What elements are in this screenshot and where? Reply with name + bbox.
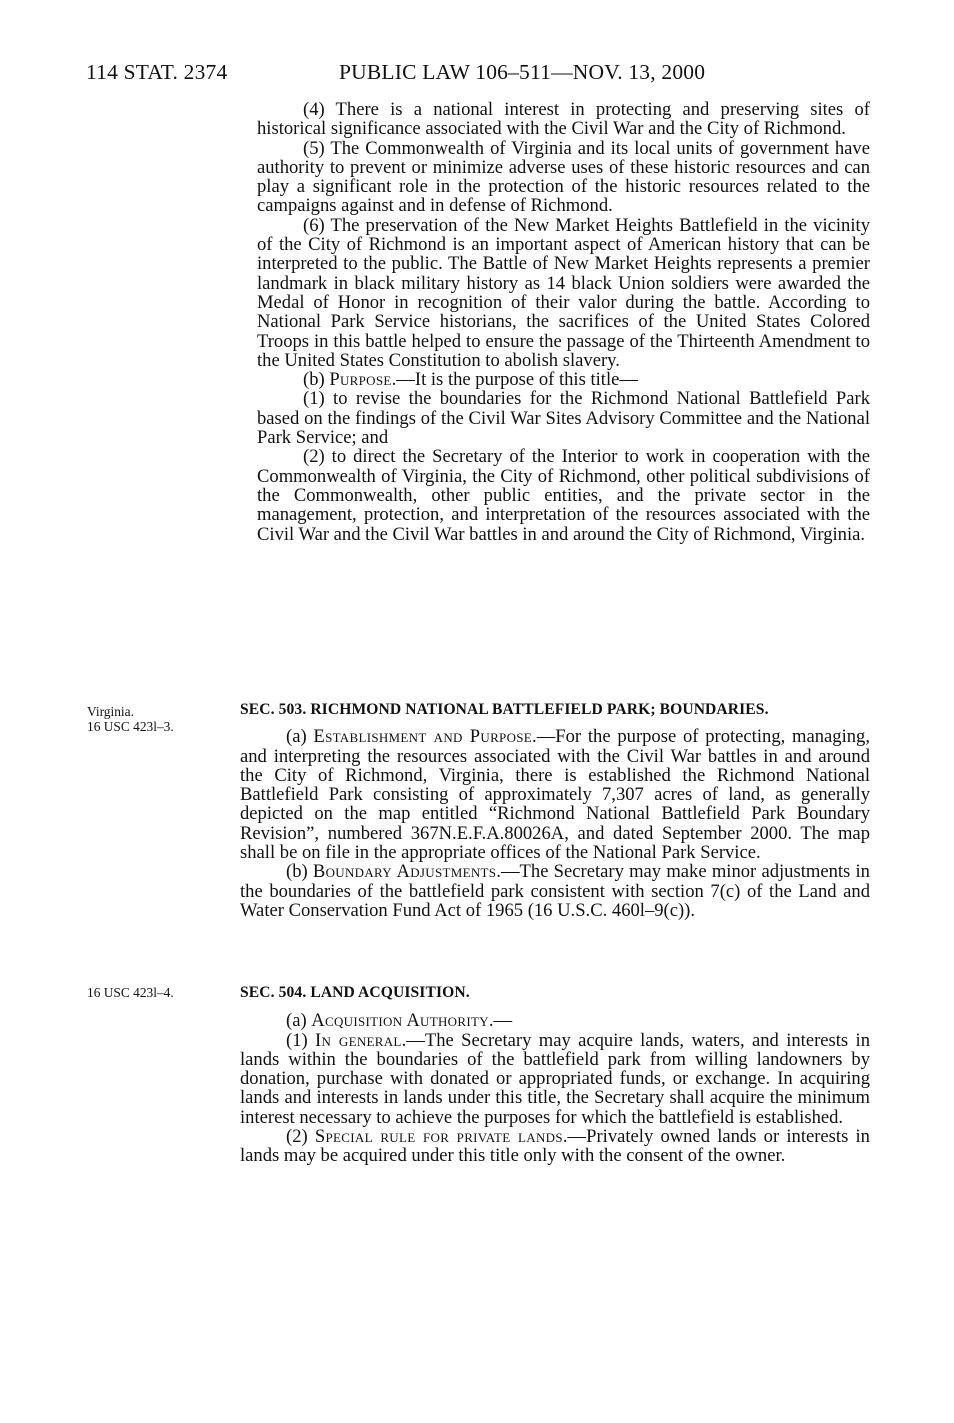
finding-paragraph-6: (6) The preservation of the New Market Heights Battlefield in the vicinity of the City of Richmond is an important aspect of American history that can be interpreted to the public. The Battle of New Market Heights represents a premier landmark in black military history as 14 black Union soldiers were awarded the Medal of Honor in recognition of their valor during the battle. According to National Park Service historians, the sacrifices of the United States Colored Troops in this battle helped to ensure the passage of the Thirteenth Amendment to the United States Constitution to abolish slavery. bbox=[257, 214, 870, 371]
section-503 bbox=[240, 700, 870, 920]
section-504 bbox=[240, 983, 870, 1166]
section-heading: SEC. 504. LAND ACQUISITION. bbox=[240, 984, 470, 1001]
establishment-subsection: (a) Establishment and Purpose.—For the purpose of protecting, managing, and interpreting the resources associated with the Civil War battles in and around the City of Richmond, Virginia, there is established the Richmond National Battlefield Park consisting of approximately 7,307 acres of land, as generally depicted on the map entitled “Richmond National Battlefield Park Boundary Revision”, numbered 367N.E.F.A.80026A, and dated September 2000. The map shall be on file in the appropriate offices of the National Park Service. bbox=[240, 726, 870, 864]
statute-page-number: 114 STAT. 2374 bbox=[86, 60, 228, 84]
findings-block bbox=[257, 100, 870, 544]
finding-paragraph-4: (4) There is a national interest in protecting and preserving sites of historical significance associated with the Civil War and the City of Richmond. bbox=[257, 99, 870, 140]
purpose-paragraph-2: (2) to direct the Secretary of the Interior to work in cooperation with the Commonwealth of Virginia, the City of Richmond, other political subdivisions of the Commonwealth, other public entities, and the private sector in the management, protection, and interpretation of the resources associated with the Civil War and the Civil War battles in and around the City of Richmond, Virginia. bbox=[257, 446, 870, 545]
public-law-citation: PUBLIC LAW 106–511—NOV. 13, 2000 bbox=[339, 60, 706, 84]
margin-note-state: Virginia. bbox=[87, 704, 134, 719]
finding-paragraph-5: (5) The Commonwealth of Virginia and its local units of government have authority to prevent or minimize adverse uses of these historic resources and can play a significant role in the protection of the historic resources related to the campaigns against and in defense of Richmond. bbox=[257, 137, 870, 217]
purpose-subsection: (b) Purpose.—It is the purpose of this title— bbox=[303, 369, 638, 391]
paragraph-heading: Special rule for private lands bbox=[314, 1126, 563, 1148]
margin-note-usc-citation: 16 USC 423l–4. bbox=[87, 985, 174, 1000]
subsection-heading: Boundary Adjustments bbox=[312, 861, 497, 883]
margin-note-sec503 bbox=[87, 704, 174, 734]
subsection-heading: Acquisition Authority bbox=[311, 1010, 489, 1032]
purpose-paragraph-1: (1) to revise the boundaries for the Richmond National Battlefield Park based on the findings of the Civil War Sites Advisory Committee and the National Park Service; and bbox=[257, 388, 870, 449]
subsection-heading: Establishment and Purpose bbox=[313, 726, 533, 748]
special-rule-paragraph: (2) Special rule for private lands.—Privately owned lands or interests in lands may be acquired under this title only with the consent of the owner. bbox=[240, 1126, 870, 1167]
acquisition-authority-subsection: (a) Acquisition Authority.— bbox=[286, 1010, 513, 1032]
in-general-paragraph: (1) In general.—The Secretary may acquire lands, waters, and interests in lands within the boundaries of the battlefield park from willing landowners by donation, purchase with donated or appropriated funds, or exchange. In acquiring lands and interests in lands under this title, the Secretary shall acquire the minimum interest necessary to achieve the purposes for which the battlefield is established. bbox=[240, 1029, 870, 1128]
subsection-heading: Purpose bbox=[329, 369, 392, 391]
paragraph-heading: In general bbox=[315, 1029, 402, 1051]
margin-note-usc-citation: 16 USC 423l–3. bbox=[87, 719, 174, 734]
section-heading: SEC. 503. RICHMOND NATIONAL BATTLEFIELD PARK; BOUNDARIES. bbox=[240, 701, 769, 718]
margin-note-sec504 bbox=[87, 985, 174, 1000]
boundary-adjustments-subsection: (b) Boundary Adjustments.—The Secretary may make minor adjustments in the boundaries of the battlefield park consistent with section 7(c) of the Land and Water Conservation Fund Act of 1965 (16 U.S.C. 460l–9(c)). bbox=[240, 861, 870, 921]
